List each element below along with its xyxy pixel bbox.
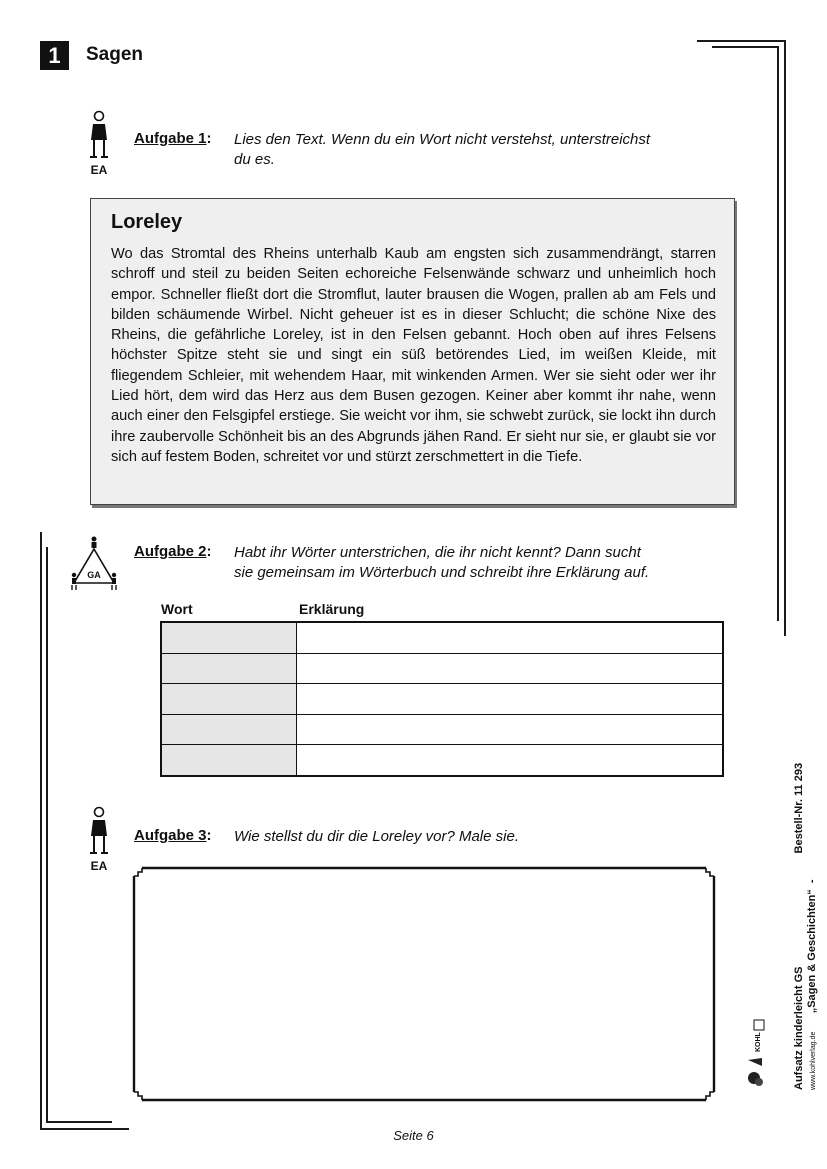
task1-text-line2: du es. [234,151,275,168]
task3-label: Aufgabe 3 [134,827,207,844]
task3-heading [134,827,212,845]
frame-left-outer [40,532,42,1130]
task2-heading [134,543,212,561]
task2-instruction [234,543,714,583]
word-cell[interactable] [161,684,297,715]
task1-icon-label: EA [90,163,108,177]
explanation-cell[interactable] [297,684,724,715]
word-cell[interactable] [161,622,297,653]
single-work-icon [84,110,114,177]
task2-icon-label: GA [87,570,101,580]
chapter-number: 1 [40,41,69,70]
sidebar-line2: www.kohlverlag.de „Sagen & Geschichten“ - [806,879,818,1090]
frame-bottom-left-inner [46,1121,112,1123]
vocabulary-table [160,621,724,777]
word-cell[interactable] [161,653,297,684]
group-triangle-icon [70,535,118,593]
task1-heading [134,130,212,148]
task2-text-line1: Habt ihr Wörter unterstrichen, die ihr nicht kennt? Dann sucht [234,544,641,561]
task1-label: Aufgabe 1 [134,130,207,147]
group-work-icon [70,535,118,598]
task2-colon: : [206,543,212,560]
task3-instruction: Wie stellst du dir die Loreley vor? Male sie. [234,828,519,845]
table-row [161,684,723,715]
sidebar-order-number: Bestell-Nr. 11 293 [793,762,805,854]
task3-icon-label: EA [90,859,108,873]
single-work-icon [84,806,114,873]
chapter-title: Sagen [86,44,144,65]
publisher-sidebar [793,762,820,1090]
task1-text-line1: Lies den Text. Wenn du ein Wort nicht verstehst, unterstreichst [234,131,651,148]
word-cell[interactable] [161,714,297,745]
explanation-cell[interactable] [297,653,724,684]
table-row [161,745,723,776]
story-box [90,198,735,505]
person-icon [84,806,114,856]
drawing-area[interactable] [132,866,716,1102]
logo-text: KOHL [755,1032,762,1052]
frame-left-inner [46,547,48,1123]
frame-right-outer [784,40,786,636]
page-number: Seite 6 [393,1128,434,1143]
table-row [161,714,723,745]
explanation-cell[interactable] [297,745,724,776]
sidebar-line1: Aufsatz kinderleicht GS Bestell-Nr. 11 293 [793,762,805,1090]
table-row [161,653,723,684]
explanation-cell[interactable] [297,622,724,653]
task3-colon: : [206,827,212,844]
task1-instruction [234,130,714,170]
publisher-logo [746,1018,766,1088]
task2-label: Aufgabe 2 [134,543,207,560]
task2-text-line2: sie gemeinsam im Wörterbuch und schreibt ihre Erklärung auf. [234,564,650,581]
story-title: Loreley [111,211,183,233]
story-body: Wo das Stromtal des Rheins unterhalb Kaub am engsten sich zusammendrängt, starren schroff und steil zu beiden Seiten echoreiche Felsenwände schwarz und unheimlich hoch empor. Schneller fließt dort die Stromflut, lauter brausen die Wogen, prallen ab am Fels und bilden schäumende Wirbel. Nicht geheuer ist es in dieser Schlucht; die schöne Nixe des Rheins, die gefährliche Loreley, ist in den Felsen gebannt. Hoch oben auf ihres Felsens höchster Spitze steht sie und singt ein süß betörendes Lied, im weißen Kleide, mit fliegendem Schleier, mit wehendem Haar, mit winkenden Armen. Wer sie sieht oder wer ihr Lied hört, dem wird das Herz aus dem Busen gezogen. Keiner aber kommt ihr nahe, wenn auch einer den Felsgipfel erstiege. Sie weicht vor ihm, sie schwebt zurück, sie lockt ihn durch ihre zaubervolle Schönheit bis an des Abgrunds jähen Rand. Er sieht nur sie, er glaubt sie vor sich auf festem Boden, schreitet vor und stürzt zerschmettert in die Tiefe. [111,246,716,465]
table-header-explanation: Erklärung [299,601,365,617]
task1-colon: : [206,130,212,147]
explanation-cell[interactable] [297,714,724,745]
word-cell[interactable] [161,745,297,776]
table-row [161,622,723,653]
frame-top-right-inner [712,46,779,48]
sidebar-url: www.kohlverlag.de [810,1031,817,1090]
frame-right-inner [777,46,779,621]
frame-top-right-outer [697,40,786,42]
table-header-word: Wort [161,601,193,617]
person-icon [84,110,114,160]
